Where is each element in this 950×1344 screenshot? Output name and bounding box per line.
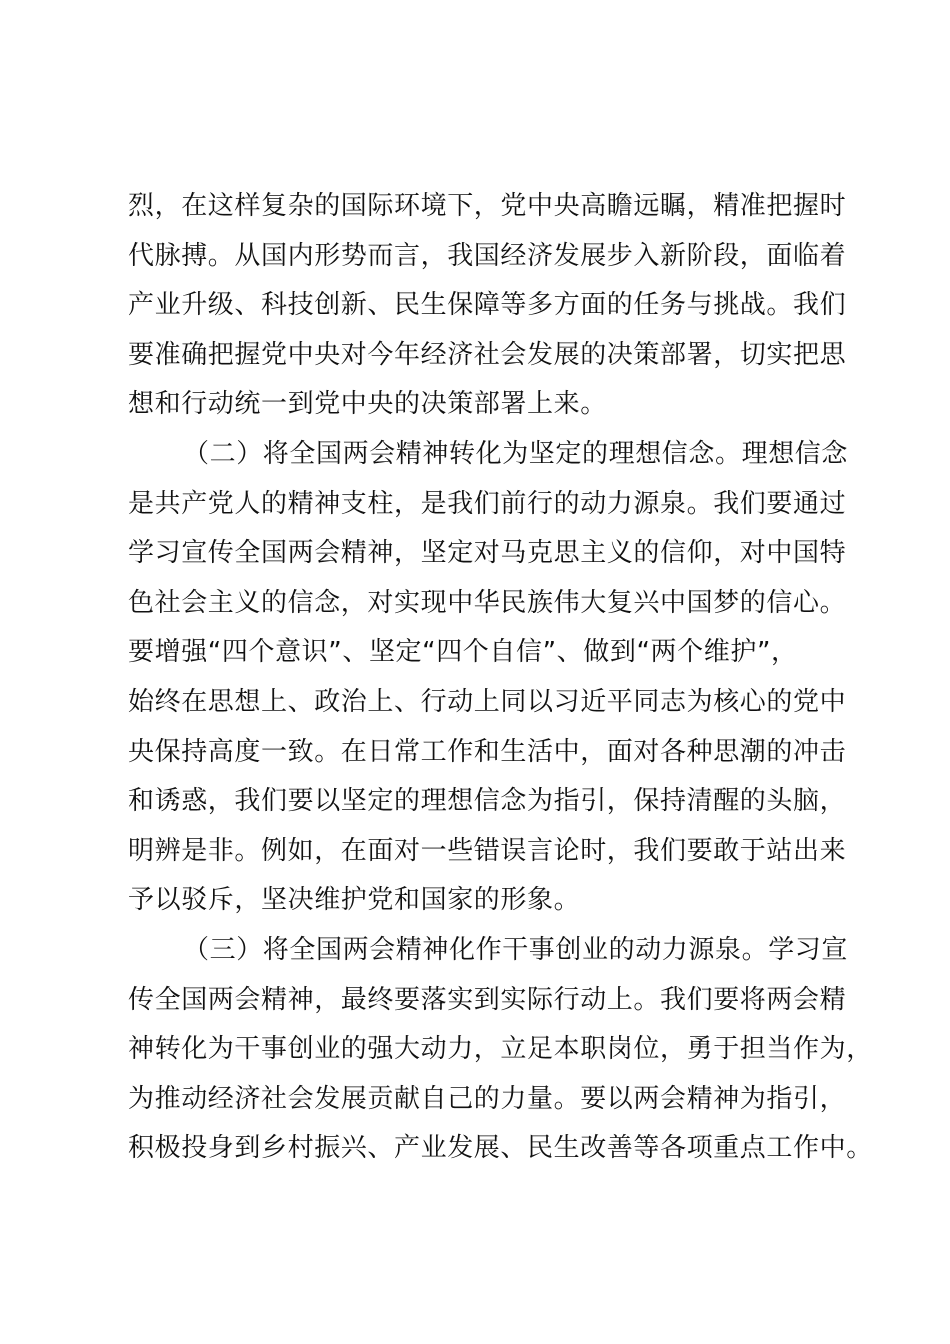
text-line: 为推动经济社会发展贡献自己的力量。要以两会精神为指引， xyxy=(128,1083,847,1114)
text-line: 要准确把握党中央对今年经济社会发展的决策部署，切实把思 xyxy=(128,339,847,370)
text-line: 传全国两会精神，最终要落实到实际行动上。我们要将两会精 xyxy=(128,984,847,1015)
text-line: 代脉搏。从国内形势而言，我国经济发展步入新阶段，面临着 xyxy=(128,240,847,271)
text-line: 央保持高度一致。在日常工作和生活中，面对各种思潮的冲击 xyxy=(128,736,847,767)
text-line: 想和行动统一到党中央的决策部署上来。 xyxy=(128,389,607,420)
paragraph-heading-line: （二）将全国两会精神转化为坚定的理想信念。理想信念 xyxy=(183,438,849,469)
text-line: 是共产党人的精神支柱，是我们前行的动力源泉。我们要通过 xyxy=(128,488,847,519)
text-line: 神转化为干事创业的强大动力，立足本职岗位，勇于担当作为， xyxy=(128,1034,873,1065)
text-line: 要增强“四个意识”、坚定“四个自信”、做到“两个维护”， xyxy=(128,637,798,668)
text-line: 烈，在这样复杂的国际环境下，党中央高瞻远瞩，精准把握时 xyxy=(128,191,847,221)
body-text xyxy=(128,186,873,1178)
text-line: 积极投身到乡村振兴、产业发展、民生改善等各项重点工作中。 xyxy=(128,1133,873,1164)
text-line: 明辨是非。例如，在面对一些错误言论时，我们要敢于站出来 xyxy=(128,835,847,866)
text-line: 色社会主义的信念，对实现中华民族伟大复兴中国梦的信心。 xyxy=(128,587,847,618)
text-line: 始终在思想上、政治上、行动上同以习近平同志为核心的党中 xyxy=(128,686,847,717)
text-line: 予以驳斥，坚决维护党和国家的形象。 xyxy=(128,885,581,916)
text-line: 和诱惑，我们要以坚定的理想信念为指引，保持清醒的头脑， xyxy=(128,786,847,817)
text-line: 学习宣传全国两会精神，坚定对马克思主义的信仰，对中国特 xyxy=(128,538,847,569)
paragraph-heading-line: （三）将全国两会精神化作干事创业的动力源泉。学习宣 xyxy=(183,934,849,965)
text-line: 产业升级、科技创新、民生保障等多方面的任务与挑战。我们 xyxy=(128,290,847,321)
